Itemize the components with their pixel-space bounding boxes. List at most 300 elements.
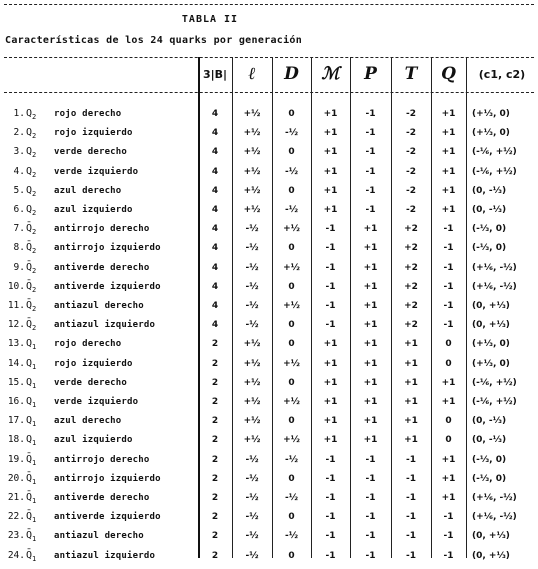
quark-symbol	[26, 411, 36, 431]
l-col-value: -½	[245, 243, 259, 254]
quark-symbol	[26, 354, 36, 374]
l-col-value: -½	[245, 301, 259, 311]
c-col-value: (0, +⅓)	[472, 550, 510, 561]
q-col-value: +1	[441, 205, 456, 215]
q-col-value: -1	[443, 550, 454, 561]
quark-letter: Q	[26, 376, 33, 388]
l-col-value: -½	[245, 320, 259, 331]
t-col-value: +1	[404, 435, 418, 446]
l-col-value: -½	[245, 512, 259, 523]
baryon-col-value: 4	[211, 109, 219, 119]
l-col-value: -½	[245, 550, 259, 561]
d-col-header: D	[284, 64, 299, 84]
t-col-value: +2	[404, 301, 418, 311]
generation-subscript: 2	[32, 324, 37, 333]
quark-description: verde derecho	[54, 147, 128, 158]
c-col-value: (-⅙, +½)	[472, 147, 517, 158]
quark-symbol	[26, 488, 36, 508]
q-col-value: +1	[441, 166, 456, 177]
d-col-value: -½	[284, 531, 299, 542]
p-col-value: +1	[363, 435, 378, 446]
quark-description: rojo izquierdo	[54, 358, 133, 369]
m-col-value: -1	[325, 243, 336, 254]
p-col-value: -1	[365, 128, 376, 139]
d-col-value: -½	[284, 166, 299, 177]
table-row	[0, 392, 538, 412]
c-col-value: (0, -⅓)	[472, 185, 507, 196]
table-row	[0, 219, 538, 239]
l-col-value: +½	[243, 435, 261, 446]
q-col-value: -1	[443, 301, 454, 311]
table-row	[0, 334, 538, 354]
p-col-value: -1	[365, 205, 376, 215]
m-col-value: -1	[325, 531, 336, 542]
m-col-value: +1	[323, 147, 338, 158]
m-col-value: +1	[323, 416, 338, 427]
generation-subscript: 1	[32, 477, 37, 486]
quark-symbol	[26, 392, 36, 412]
generation-subscript: 2	[32, 170, 37, 179]
l-col-value: +½	[243, 185, 261, 196]
d-col-value: -½	[284, 454, 299, 465]
row-number: 13.	[7, 338, 25, 350]
quark-symbol	[26, 277, 36, 297]
baryon-col-value: 4	[211, 224, 219, 235]
d-col-value: +½	[283, 301, 300, 311]
q-col-value: +1	[441, 109, 456, 119]
c-col-value: (0, -⅓)	[472, 205, 507, 215]
p-col-value: +1	[363, 377, 378, 388]
d-col-value: 0	[288, 281, 295, 292]
q-col-value: 0	[445, 435, 452, 446]
m-col-value: -1	[325, 493, 336, 503]
quark-description: rojo derecho	[54, 339, 122, 350]
p-col-header: P	[364, 64, 377, 84]
t-col-value: +1	[404, 397, 418, 407]
d-col-value: +½	[283, 224, 300, 235]
m-col-value: +1	[323, 358, 338, 369]
q-col-value: +1	[441, 128, 456, 139]
baryon-col-header: 3|B|	[202, 67, 228, 81]
q-col-value: +1	[441, 377, 456, 388]
d-col-value: +½	[283, 358, 300, 369]
d-col-value: 0	[288, 377, 295, 388]
t-col-value: -1	[406, 454, 416, 465]
l-col-value: -½	[245, 473, 259, 484]
p-col-value: -1	[365, 531, 376, 542]
m-col-value: +1	[323, 377, 338, 388]
p-col-value: +1	[363, 301, 378, 311]
quark-symbol	[26, 142, 36, 162]
l-col-value: -½	[245, 493, 259, 503]
generation-subscript: 2	[32, 305, 37, 313]
table-row	[0, 238, 538, 258]
quark-symbol	[26, 546, 36, 566]
t-col-value: -2	[406, 128, 416, 139]
l-col-value: +½	[243, 397, 261, 407]
t-col-value: +2	[404, 243, 418, 254]
table-row	[0, 507, 538, 527]
l-col-header: ℓ	[248, 64, 256, 84]
q-col-value: +1	[441, 147, 456, 158]
baryon-col-value: 4	[211, 281, 219, 292]
p-col-value: +1	[363, 416, 378, 427]
quark-symbol	[26, 507, 36, 527]
l-col-value: +½	[243, 358, 261, 369]
baryon-col-value: 4	[211, 262, 219, 273]
quark-symbol	[26, 526, 36, 546]
q-col-value: -1	[443, 512, 454, 523]
baryon-col-value: 4	[211, 128, 219, 139]
l-col-value: -½	[245, 224, 259, 235]
p-col-value: +1	[363, 224, 378, 235]
m-col-value: -1	[325, 320, 336, 331]
table-row	[0, 546, 538, 566]
c-col-value: (+⅓, 0)	[472, 358, 510, 369]
d-col-value: +½	[283, 397, 300, 407]
generation-subscript: 1	[32, 497, 37, 505]
baryon-col-value: 2	[211, 435, 219, 446]
t-col-value: +2	[404, 320, 418, 331]
q-col-value: +1	[441, 454, 456, 465]
quark-description: antiazul izquierdo	[54, 320, 156, 331]
baryon-col-value: 2	[211, 512, 219, 523]
row-number: 2.	[13, 127, 25, 139]
m-col-value: -1	[325, 301, 336, 311]
q-col-value: +1	[441, 397, 456, 407]
baryon-col-value: 2	[211, 339, 219, 350]
quark-letter: Q	[26, 108, 33, 119]
generation-subscript: 2	[32, 151, 37, 160]
top-rule	[4, 4, 534, 5]
d-col-value: +½	[283, 262, 300, 273]
generation-subscript: 1	[32, 439, 37, 448]
quark-letter: Q̄	[26, 242, 33, 254]
l-col-value: +½	[243, 166, 261, 177]
quark-symbol	[26, 258, 36, 278]
quark-letter: Q	[26, 127, 33, 139]
row-number: 23.	[7, 530, 25, 542]
p-col-value: -1	[365, 109, 376, 119]
p-col-value: -1	[365, 147, 376, 158]
row-number: 3.	[13, 146, 25, 158]
q-col-value: +1	[441, 185, 456, 196]
quark-description: antirrojo izquierdo	[54, 473, 161, 484]
m-col-value: +1	[323, 397, 338, 407]
quark-letter: Q	[26, 415, 33, 427]
quark-letter: Q	[26, 146, 33, 158]
p-col-value: -1	[365, 473, 376, 484]
c-col-value: (+⅙, -½)	[472, 281, 517, 292]
generation-subscript: 2	[32, 209, 37, 217]
t-col-value: +2	[404, 224, 418, 235]
generation-subscript: 1	[32, 343, 37, 352]
q-col-value: -1	[443, 531, 454, 542]
generation-subscript: 1	[32, 458, 37, 467]
t-col-value: +2	[404, 262, 418, 273]
quark-description: antiazul derecho	[54, 301, 144, 311]
t-col-value: -1	[406, 512, 416, 523]
p-col-value: +1	[363, 339, 378, 350]
d-col-value: -½	[284, 205, 299, 215]
quark-letter: Q	[26, 357, 33, 369]
m-col-value: -1	[325, 550, 336, 561]
q-col-value: +1	[441, 493, 456, 503]
quark-letter: Q	[26, 204, 33, 215]
m-col-header: ℳ	[321, 64, 340, 84]
baryon-col-value: 2	[211, 416, 219, 427]
table-row	[0, 277, 538, 297]
d-col-value: -½	[284, 493, 299, 503]
l-col-value: +½	[243, 339, 261, 350]
t-col-header: T	[404, 64, 418, 84]
row-number: 6.	[13, 204, 25, 215]
generation-subscript: 2	[32, 247, 37, 256]
table-subtitle: Características de los 24 quarks por generación	[5, 35, 303, 46]
table-row	[0, 373, 538, 393]
p-col-value: +1	[363, 281, 378, 292]
m-col-value: +1	[323, 166, 338, 177]
table-row	[0, 354, 538, 374]
l-col-value: -½	[245, 454, 259, 465]
row-number: 15.	[7, 376, 25, 388]
c-col-value: (+⅙, -½)	[472, 512, 517, 523]
baryon-col-value: 2	[211, 454, 219, 465]
generation-subscript: 2	[32, 189, 37, 198]
m-col-value: -1	[325, 224, 336, 235]
t-col-value: +1	[404, 416, 418, 427]
quark-description: antiverde izquierdo	[54, 281, 161, 292]
p-col-value: -1	[365, 185, 376, 196]
quark-description: azul derecho	[54, 185, 122, 196]
baryon-col-value: 2	[211, 397, 219, 407]
row-number: 8.	[13, 242, 25, 254]
quark-description: rojo izquierdo	[54, 128, 133, 139]
quark-letter: Q̄	[26, 511, 33, 523]
m-col-value: +1	[323, 435, 338, 446]
table-row	[0, 258, 538, 278]
quark-description: antirrojo derecho	[54, 454, 150, 465]
t-col-value: +1	[404, 358, 418, 369]
p-col-value: +1	[363, 397, 378, 407]
row-number: 17.	[7, 415, 25, 427]
p-col-value: +1	[363, 320, 378, 331]
q-col-value: +1	[441, 473, 456, 484]
l-col-value: +½	[243, 377, 261, 388]
d-col-value: 0	[288, 512, 295, 523]
d-col-value: 0	[288, 243, 295, 254]
d-col-value: 0	[288, 550, 295, 561]
baryon-col-value: 2	[211, 493, 219, 503]
quark-description: azul izquierdo	[54, 435, 133, 446]
row-number: 4.	[13, 165, 25, 177]
quark-letter: Q̄	[26, 280, 33, 292]
m-col-value: -1	[325, 262, 336, 273]
row-number: 19.	[7, 453, 25, 465]
baryon-col-value: 2	[211, 531, 219, 542]
table-row	[0, 411, 538, 431]
d-col-value: -½	[284, 128, 299, 139]
generation-subscript: 1	[32, 362, 37, 371]
table-row	[0, 123, 538, 143]
t-col-value: +1	[404, 377, 418, 388]
p-col-value: -1	[365, 550, 376, 561]
table-row	[0, 181, 538, 201]
row-number: 11.	[7, 300, 25, 311]
baryon-col-value: 4	[211, 243, 219, 254]
p-col-value: +1	[363, 358, 378, 369]
quark-description: antiverde derecho	[54, 262, 150, 273]
table-row	[0, 469, 538, 489]
t-col-value: -2	[406, 166, 416, 177]
m-col-value: -1	[325, 512, 336, 523]
generation-subscript: 1	[32, 420, 37, 429]
c-col-value: (0, +⅓)	[472, 301, 510, 311]
table-row	[0, 450, 538, 470]
d-col-value: 0	[288, 147, 295, 158]
row-number: 20.	[7, 472, 25, 484]
quark-symbol	[26, 334, 36, 354]
l-col-value: -½	[245, 531, 259, 542]
m-col-value: +1	[323, 185, 338, 196]
m-col-value: -1	[325, 473, 336, 484]
q-col-header: Q	[441, 64, 456, 84]
generation-subscript: 1	[32, 554, 37, 563]
quark-description: antiverde derecho	[54, 493, 150, 503]
table-row	[0, 104, 538, 124]
q-col-value: -1	[443, 281, 454, 292]
quark-letter: Q̄	[26, 492, 33, 503]
t-col-value: -1	[406, 473, 416, 484]
quark-description: antirrojo derecho	[54, 224, 150, 235]
p-col-value: -1	[365, 512, 376, 523]
quark-symbol	[26, 430, 36, 450]
baryon-col-value: 2	[211, 358, 219, 369]
m-col-value: +1	[323, 109, 338, 119]
row-number: 18.	[7, 434, 25, 446]
m-col-value: +1	[323, 128, 338, 139]
t-col-value: +2	[404, 281, 418, 292]
c-col-value: (0, -⅓)	[472, 435, 507, 446]
quark-description: verde derecho	[54, 377, 128, 388]
baryon-col-value: 2	[211, 377, 219, 388]
t-col-value: -2	[406, 205, 416, 215]
q-col-value: 0	[445, 416, 452, 427]
quark-symbol	[26, 104, 36, 124]
quark-description: antiazul izquierdo	[54, 550, 156, 561]
generation-subscript: 2	[32, 228, 37, 237]
generation-subscript: 2	[32, 285, 37, 294]
c-col-value: (-⅙, +½)	[472, 397, 517, 407]
quark-symbol	[26, 373, 36, 393]
row-number: 16.	[7, 396, 25, 407]
d-col-value: 0	[288, 185, 295, 196]
l-col-value: +½	[243, 109, 261, 119]
quark-symbol	[26, 315, 36, 335]
c-col-value: (-⅓, 0)	[472, 454, 507, 465]
quark-symbol	[26, 200, 36, 220]
c-col-value: (0, +⅓)	[472, 531, 510, 542]
d-col-value: +½	[283, 435, 300, 446]
l-col-value: +½	[243, 147, 261, 158]
generation-subscript: 2	[32, 113, 37, 121]
quark-symbol	[26, 181, 36, 201]
m-col-value: -1	[325, 281, 336, 292]
quark-letter: Q	[26, 338, 33, 350]
quark-description: antiverde izquierdo	[54, 512, 161, 523]
baryon-col-value: 4	[211, 320, 219, 331]
m-col-value: -1	[325, 454, 336, 465]
p-col-value: -1	[365, 166, 376, 177]
row-number: 14.	[7, 357, 25, 369]
c-col-value: (+⅓, 0)	[472, 109, 510, 119]
quark-letter: Q̄	[26, 261, 33, 273]
quark-letter: Q̄	[26, 453, 33, 465]
quark-description: verde izquierdo	[54, 397, 139, 407]
p-col-value: +1	[363, 243, 378, 254]
row-number: 10.	[7, 280, 25, 292]
t-col-value: -1	[406, 550, 416, 561]
header-bottom-rule	[4, 92, 534, 93]
table-row	[0, 430, 538, 450]
m-col-value: +1	[323, 339, 338, 350]
m-col-value: +1	[323, 205, 338, 215]
quark-symbol	[26, 469, 36, 489]
t-col-value: -2	[406, 147, 416, 158]
quark-letter: Q	[26, 184, 33, 196]
quark-letter: Q̄	[26, 223, 33, 235]
quark-letter: Q	[26, 165, 33, 177]
baryon-col-value: 2	[211, 550, 219, 561]
q-col-value: -1	[443, 262, 454, 273]
q-col-value: 0	[445, 358, 452, 369]
quark-symbol	[26, 219, 36, 239]
table-row	[0, 315, 538, 335]
c-col-value: (0, +⅓)	[472, 320, 510, 331]
t-col-value: -2	[406, 185, 416, 196]
q-col-value: -1	[443, 320, 454, 331]
table-row	[0, 162, 538, 182]
quark-description: rojo derecho	[54, 109, 122, 119]
c-col-value: (+⅓, 0)	[472, 339, 510, 350]
baryon-col-value: 4	[211, 166, 219, 177]
d-col-value: 0	[288, 339, 295, 350]
d-col-value: 0	[288, 320, 295, 331]
p-col-value: +1	[363, 262, 378, 273]
t-col-value: -1	[406, 493, 416, 503]
l-col-value: +½	[243, 416, 261, 427]
q-col-value: -1	[443, 224, 454, 235]
quark-letter: Q̄	[26, 530, 33, 542]
row-number: 9.	[13, 261, 25, 273]
c-col-value: (+⅓, 0)	[472, 128, 510, 139]
quark-description: azul derecho	[54, 416, 122, 427]
baryon-col-value: 4	[211, 147, 219, 158]
quark-letter: Q	[26, 434, 33, 446]
c-col-value: (-⅙, +½)	[472, 166, 517, 177]
quark-symbol	[26, 162, 36, 182]
t-col-value: -2	[406, 109, 416, 119]
baryon-col-value: 4	[211, 205, 219, 215]
quark-letter: Q̄	[26, 319, 33, 331]
l-col-value: -½	[245, 281, 259, 292]
row-number: 5.	[13, 184, 25, 196]
l-col-value: -½	[245, 262, 259, 273]
quark-letter: Q̄	[26, 300, 33, 311]
table-row	[0, 488, 538, 508]
table-row	[0, 200, 538, 220]
table-row	[0, 526, 538, 546]
